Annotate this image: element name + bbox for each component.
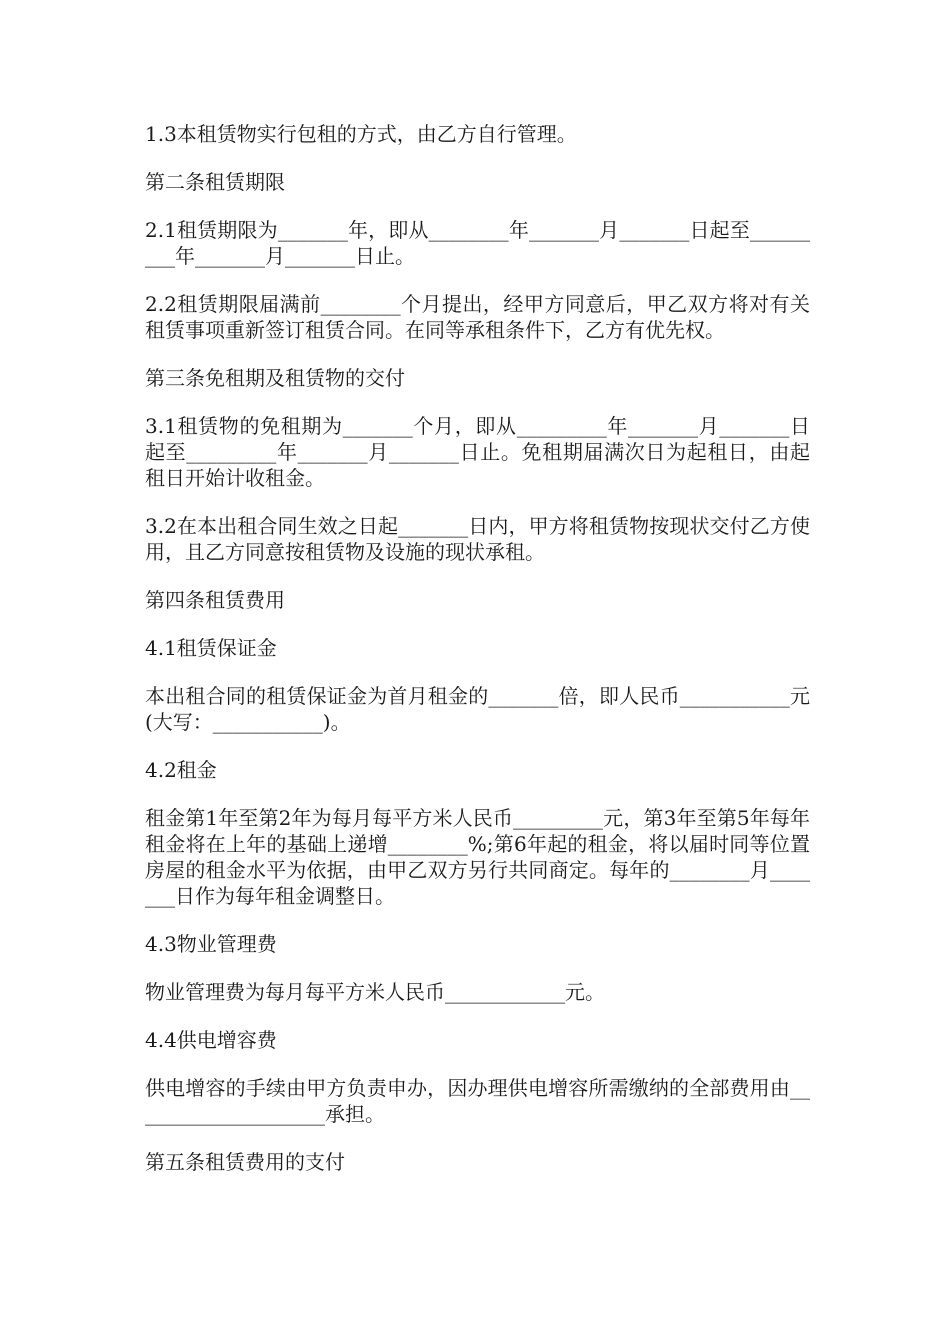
clause-4-1-heading: 4.1租赁保证金 [145, 636, 277, 660]
article-5-heading: 第五条租赁费用的支付 [145, 1150, 345, 1174]
article-2-heading: 第二条租赁期限 [145, 170, 285, 194]
article-4-heading: 第四条租赁费用 [145, 588, 285, 612]
clause-4-2-text: 租金第1年至第2年为每月每平方米人民币_________元，第3年至第5年每年租金将在上年的基础上递增________%;第6年起的租金，将以届时同等位置房屋的租金水平为依据，由甲乙双方另行共同商定。每年的________月_______日作为每年租金调整日。 [145, 806, 810, 908]
clause-4-3-text: 物业管理费为每月每平方米人民币____________元。 [145, 980, 605, 1004]
clause-4-4-heading: 4.4供电增容费 [145, 1028, 277, 1052]
clause-4-2-heading: 4.2租金 [145, 758, 217, 782]
clause-4-1-text: 本出租合同的租赁保证金为首月租金的_______倍，即人民币___________元(大写：___________)。 [145, 684, 810, 734]
clause-2-2: 2.2租赁期限届满前________个月提出，经甲方同意后，甲乙双方将对有关租赁事项重新签订租赁合同。在同等承租条件下，乙方有优先权。 [145, 292, 810, 342]
clause-1-3: 1.3本租赁物实行包租的方式，由乙方自行管理。 [145, 122, 577, 146]
clause-3-2: 3.2在本出租合同生效之日起_______日内，甲方将租赁物按现状交付乙方使用，且乙方同意按租赁物及设施的现状承租。 [145, 514, 810, 564]
clause-3-1: 3.1租赁物的免租期为_______个月，即从_________年_______月_______日起至_________年_______月_______日止。免租期届满次日为起租日，由起租日开始计收租金。 [145, 414, 810, 490]
clause-4-3-heading: 4.3物业管理费 [145, 932, 277, 956]
document-body [145, 121, 810, 1197]
clause-2-1: 2.1租赁期限为_______年，即从________年_______月_______日起至_________年_______月_______日止。 [145, 218, 810, 268]
clause-4-4-text: 供电增容的手续由甲方负责申办，因办理供电增容所需缴纳的全部费用由____________________承担。 [145, 1076, 810, 1126]
article-3-heading: 第三条免租期及租赁物的交付 [145, 366, 405, 390]
